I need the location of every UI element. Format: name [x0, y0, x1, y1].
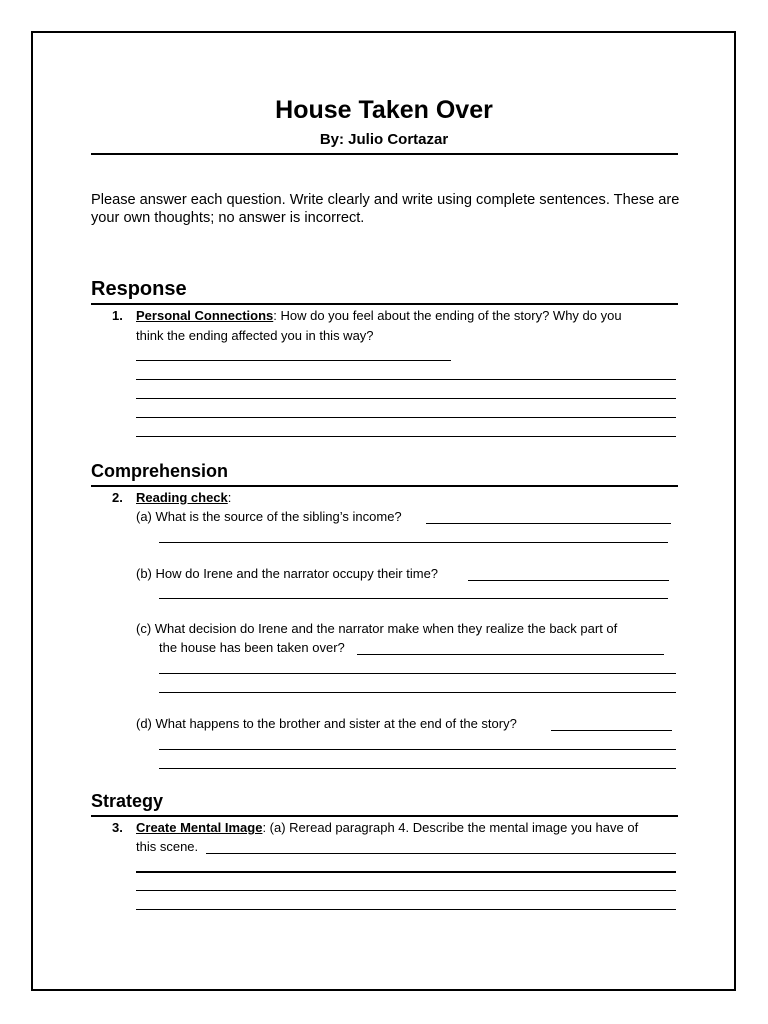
title-divider [91, 153, 678, 155]
question-3-line-2: this scene. [136, 839, 199, 854]
answer-line[interactable] [136, 909, 676, 910]
section-heading-strategy: Strategy [91, 791, 164, 811]
question-2c-line-2: the house has been taken over? [159, 640, 345, 655]
comprehension-divider [91, 485, 678, 487]
answer-line[interactable] [136, 871, 676, 873]
question-1-line-1 [136, 308, 622, 323]
answer-line[interactable] [159, 542, 668, 543]
question-2-number [112, 490, 123, 505]
question-number: 3. [112, 820, 123, 835]
answer-line[interactable] [136, 417, 676, 418]
answer-line[interactable] [159, 598, 668, 599]
question-label: Create Mental Image [136, 820, 263, 835]
question-text: : (a) Reread paragraph 4. Describe the mental image you have of [262, 820, 639, 835]
answer-line[interactable] [136, 360, 451, 361]
question-text: : How do you feel about the ending of the story? Why do you [273, 308, 622, 323]
question-2a: (a) What is the source of the sibling’s income? [136, 509, 402, 524]
answer-line[interactable] [468, 580, 669, 581]
author-byline: By: Julio Cortazar [319, 131, 449, 148]
answer-line[interactable] [159, 768, 676, 769]
question-label: Personal Connections [136, 308, 274, 323]
answer-line[interactable] [159, 749, 676, 750]
question-2b: (b) How do Irene and the narrator occupy their time? [136, 566, 439, 581]
question-1-line-2: think the ending affected you in this way? [136, 328, 374, 343]
answer-line[interactable] [357, 654, 664, 655]
answer-line[interactable] [159, 673, 676, 674]
answer-line[interactable] [136, 379, 676, 380]
response-divider [91, 303, 678, 305]
strategy-divider [91, 815, 678, 817]
answer-line[interactable] [136, 398, 676, 399]
label-colon: : [227, 490, 232, 505]
answer-line[interactable] [159, 692, 676, 693]
question-3-number [112, 820, 123, 835]
question-2d: (d) What happens to the brother and sister at the end of the story? [136, 716, 517, 731]
question-1 [112, 308, 123, 323]
question-number: 2. [112, 490, 123, 505]
answer-line[interactable] [136, 436, 676, 437]
question-2-label [136, 490, 231, 505]
question-label: Reading check [136, 490, 228, 505]
section-heading-comprehension: Comprehension [91, 461, 229, 481]
question-2c-line-1: (c) What decision do Irene and the narrator make when they realize the back part of [136, 621, 618, 636]
answer-line[interactable] [426, 523, 671, 524]
question-number: 1. [112, 308, 123, 323]
question-3-line-1 [136, 820, 638, 835]
section-heading-response: Response [91, 278, 187, 300]
answer-line[interactable] [206, 853, 676, 854]
answer-line[interactable] [551, 730, 672, 731]
answer-line[interactable] [136, 890, 676, 891]
instructions: Please answer each question. Write clearly and write using complete sentences. These are your own thoughts; no answer is incorrect. [91, 192, 680, 226]
document-title: House Taken Over [275, 96, 493, 124]
